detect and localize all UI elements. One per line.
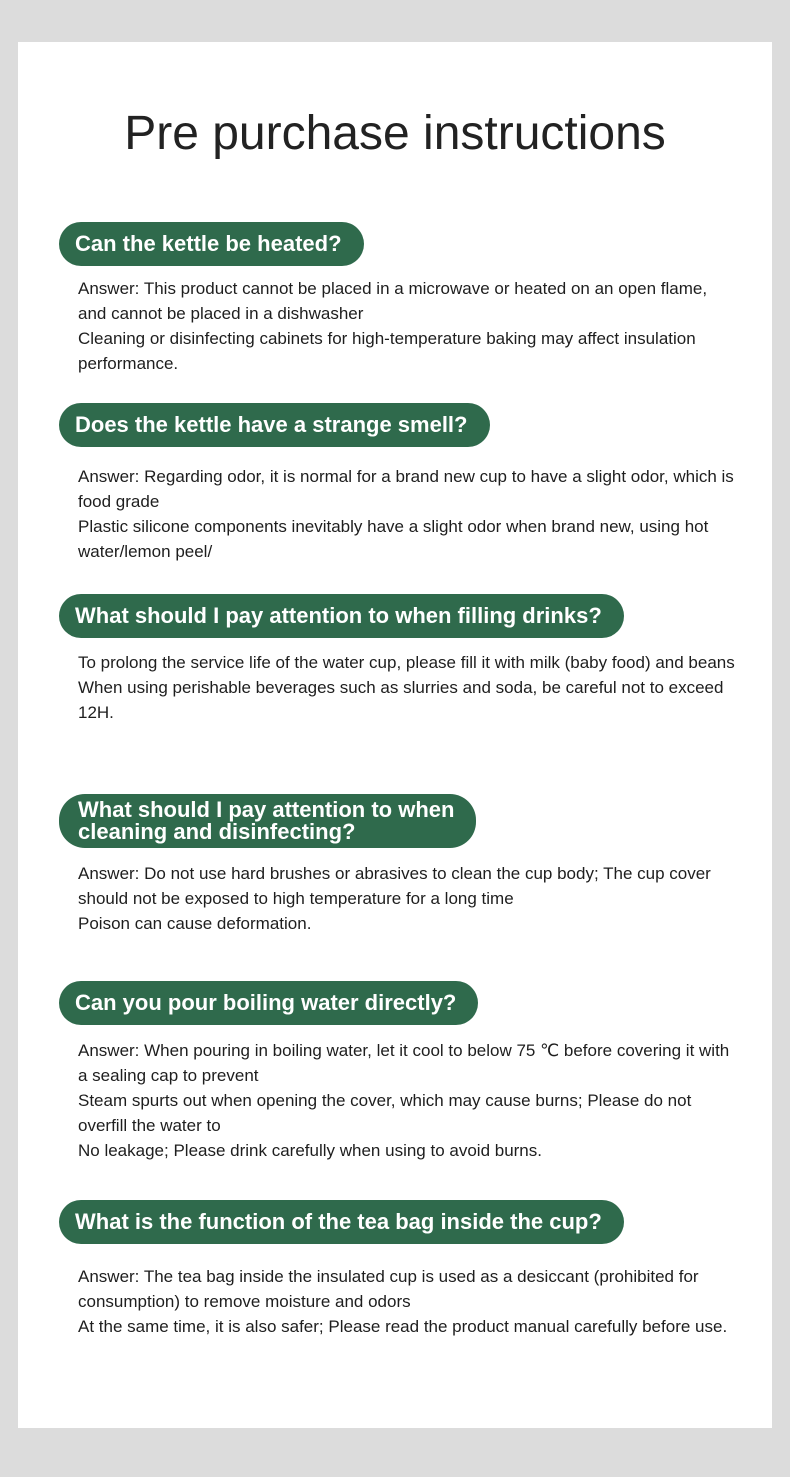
answer-line: Poison can cause deformation. <box>78 914 312 933</box>
answer-line: When using perishable beverages such as slurries and soda, be careful not to exceed 12H. <box>78 678 724 722</box>
question-text: What should I pay attention to when filling drinks? <box>75 603 602 628</box>
answer-line: Answer: When pouring in boiling water, let it cool to below 75 ℃ before covering it with a sealing cap to prevent <box>78 1041 730 1085</box>
question-text: What is the function of the tea bag inside the cup? <box>75 1209 602 1234</box>
question-text-line-1: What should I pay attention to when <box>78 797 455 822</box>
question-text-line-2: cleaning and disinfecting? <box>78 819 356 844</box>
question-badge-filling <box>59 594 624 638</box>
answer-cleaning <box>78 861 738 936</box>
question-text: Can the kettle be heated? <box>75 231 342 256</box>
answer-tea-bag <box>78 1264 738 1339</box>
page-title: Pre purchase instructions <box>124 107 666 160</box>
question-badge-heating <box>59 222 364 266</box>
answer-line: Answer: The tea bag inside the insulated cup is used as a desiccant (prohibited for consumption) to remove moisture and odors <box>78 1267 699 1311</box>
answer-line: At the same time, it is also safer; Please read the product manual carefully before use. <box>78 1317 728 1336</box>
answer-line: To prolong the service life of the water cup, please fill it with milk (baby food) and beans <box>78 653 735 672</box>
answer-line: Steam spurts out when opening the cover, which may cause burns; Please do not overfill the water to <box>78 1091 692 1135</box>
answer-line: Answer: Regarding odor, it is normal for a brand new cup to have a slight odor, which is food grade <box>78 467 734 511</box>
question-badge-boiling-water <box>59 981 478 1025</box>
answer-line: Plastic silicone components inevitably have a slight odor when brand new, using hot water/lemon peel/ <box>78 517 709 561</box>
question-badge-tea-bag <box>59 1200 624 1244</box>
answer-smell <box>78 464 738 564</box>
question-text: Can you pour boiling water directly? <box>75 990 457 1015</box>
question-badge-cleaning <box>59 794 476 848</box>
question-badge-smell <box>59 403 490 447</box>
answer-line: Answer: Do not use hard brushes or abrasives to clean the cup body; The cup cover should not be exposed to high temperature for a long time <box>78 864 711 908</box>
question-text: Does the kettle have a strange smell? <box>75 412 468 437</box>
answer-boiling-water <box>78 1038 738 1163</box>
answer-filling <box>78 650 738 725</box>
answer-line: Cleaning or disinfecting cabinets for high-temperature baking may affect insulation performance. <box>78 329 696 373</box>
answer-heating <box>78 276 738 376</box>
answer-line: No leakage; Please drink carefully when using to avoid burns. <box>78 1141 542 1160</box>
answer-line: Answer: This product cannot be placed in a microwave or heated on an open flame, and cannot be placed in a dishwasher <box>78 279 708 323</box>
